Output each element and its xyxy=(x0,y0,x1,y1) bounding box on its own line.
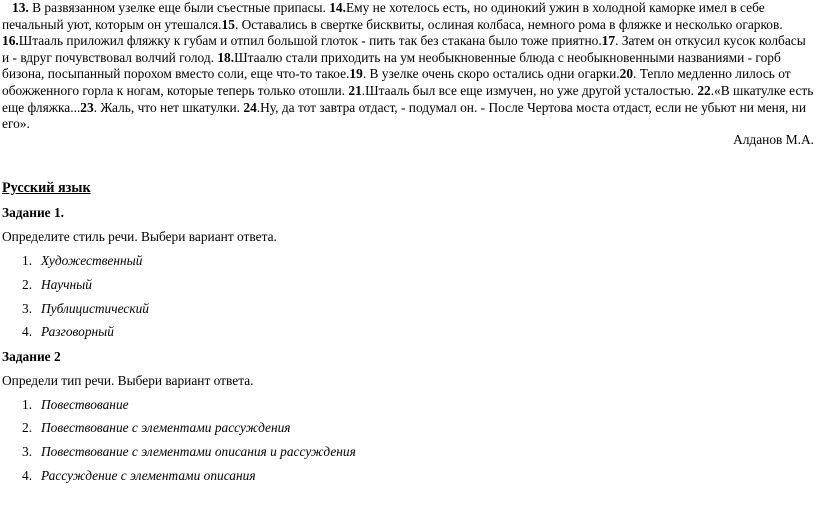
task-1-option-3 xyxy=(22,301,149,317)
author-signature: Алданов М.А. xyxy=(733,132,814,147)
task-1-option-2 xyxy=(22,277,92,293)
option-number: 2. xyxy=(22,420,33,435)
sentence-text: В развязанном узелке еще были съестные припасы. xyxy=(28,0,330,15)
sentence-text: Ему не хотелось есть, но одинокий ужин в холодной каморке имел в себе печальный уют, которым он утешался. xyxy=(2,0,765,32)
sentence-text: .«В шкатулке есть еще фляжка... xyxy=(2,82,814,115)
sentence-text: . В узелке очень скоро остались одни огарки. xyxy=(362,66,620,82)
sentence-number: 18. xyxy=(217,49,235,65)
sentence-text: . Затем он откусил кусок колбасы и - вдруг почувствовал волчий голод. xyxy=(2,33,806,65)
passage-text xyxy=(2,0,814,133)
option-text: Повествование с элементами описания и рассуждения xyxy=(41,444,356,459)
task-2-instruction: Определи тип речи. Выбери вариант ответа. xyxy=(2,373,254,388)
option-text: Научный xyxy=(41,277,92,292)
sentence-number: 15 xyxy=(221,16,235,32)
option-text: Повествование с элементами рассуждения xyxy=(41,420,291,435)
sentence-number: 16. xyxy=(2,33,19,49)
task-1-title: Задание 1. xyxy=(2,205,64,220)
option-number: 3. xyxy=(22,444,33,459)
sentence-number: 22 xyxy=(697,82,711,98)
option-text: Повествование xyxy=(41,397,129,412)
sentence-text: . Тепло медленно лилось от обожженного горла к ногам, которые теперь только отошли. xyxy=(2,66,791,98)
option-number: 1. xyxy=(22,253,33,268)
task-2-option-3 xyxy=(22,444,356,460)
sentence-text: Штааль приложил фляжку к губам и отпил большой глоток - пить так без стакана было тоже приятно. xyxy=(18,33,602,49)
sentence-number: 17 xyxy=(601,33,616,49)
subject-heading: Русский язык xyxy=(2,180,91,196)
option-number: 4. xyxy=(22,468,33,483)
sentence-number: 23 xyxy=(80,99,94,115)
task-2-title: Задание 2 xyxy=(2,349,61,364)
sentence-text: . Жаль, что нет шкатулки. xyxy=(93,99,244,115)
option-text: Рассуждение с элементами описания xyxy=(41,468,256,483)
option-number: 1. xyxy=(22,397,33,412)
option-number: 3. xyxy=(22,301,33,316)
task-2-option-2 xyxy=(22,420,291,436)
sentence-text: .Ну, да тот завтра отдаст, - подумал он. - После Чертова моста отдаст, если не убьют ни меня, ни его». xyxy=(2,99,807,132)
option-number: 2. xyxy=(22,277,33,292)
sentence-number: 21 xyxy=(348,82,362,98)
sentence-number: 24 xyxy=(243,99,257,115)
option-text: Разговорный xyxy=(41,324,114,339)
task-2-option-1 xyxy=(22,397,129,413)
option-text: Публицистический xyxy=(41,301,150,316)
sentence-text: . Оставались в свертке бисквиты, ослиная колбаса, немного рома в фляжке и несколько огарков. xyxy=(234,16,783,32)
task-1-option-4 xyxy=(22,324,114,340)
sentence-text: Штаалю стали приходить на ум необыкновенные блюда с необыкновенными названиями - горб бизона, посыпанный порохом вместо соли, еще что-то такое. xyxy=(2,49,781,82)
task-1-option-1 xyxy=(22,253,142,269)
sentence-number: 13. xyxy=(12,0,29,15)
sentence-number: 14. xyxy=(329,0,346,15)
option-number: 4. xyxy=(22,324,33,339)
sentence-number: 20 xyxy=(619,66,634,82)
option-text: Художественный xyxy=(41,253,143,268)
sentence-number: 19 xyxy=(349,66,363,82)
task-1-instruction: Определите стиль речи. Выбери вариант ответа. xyxy=(2,229,277,244)
task-2-option-4 xyxy=(22,468,256,484)
sentence-text: .Штааль был все еще измучен, но уже другой усталостью. xyxy=(361,82,698,98)
